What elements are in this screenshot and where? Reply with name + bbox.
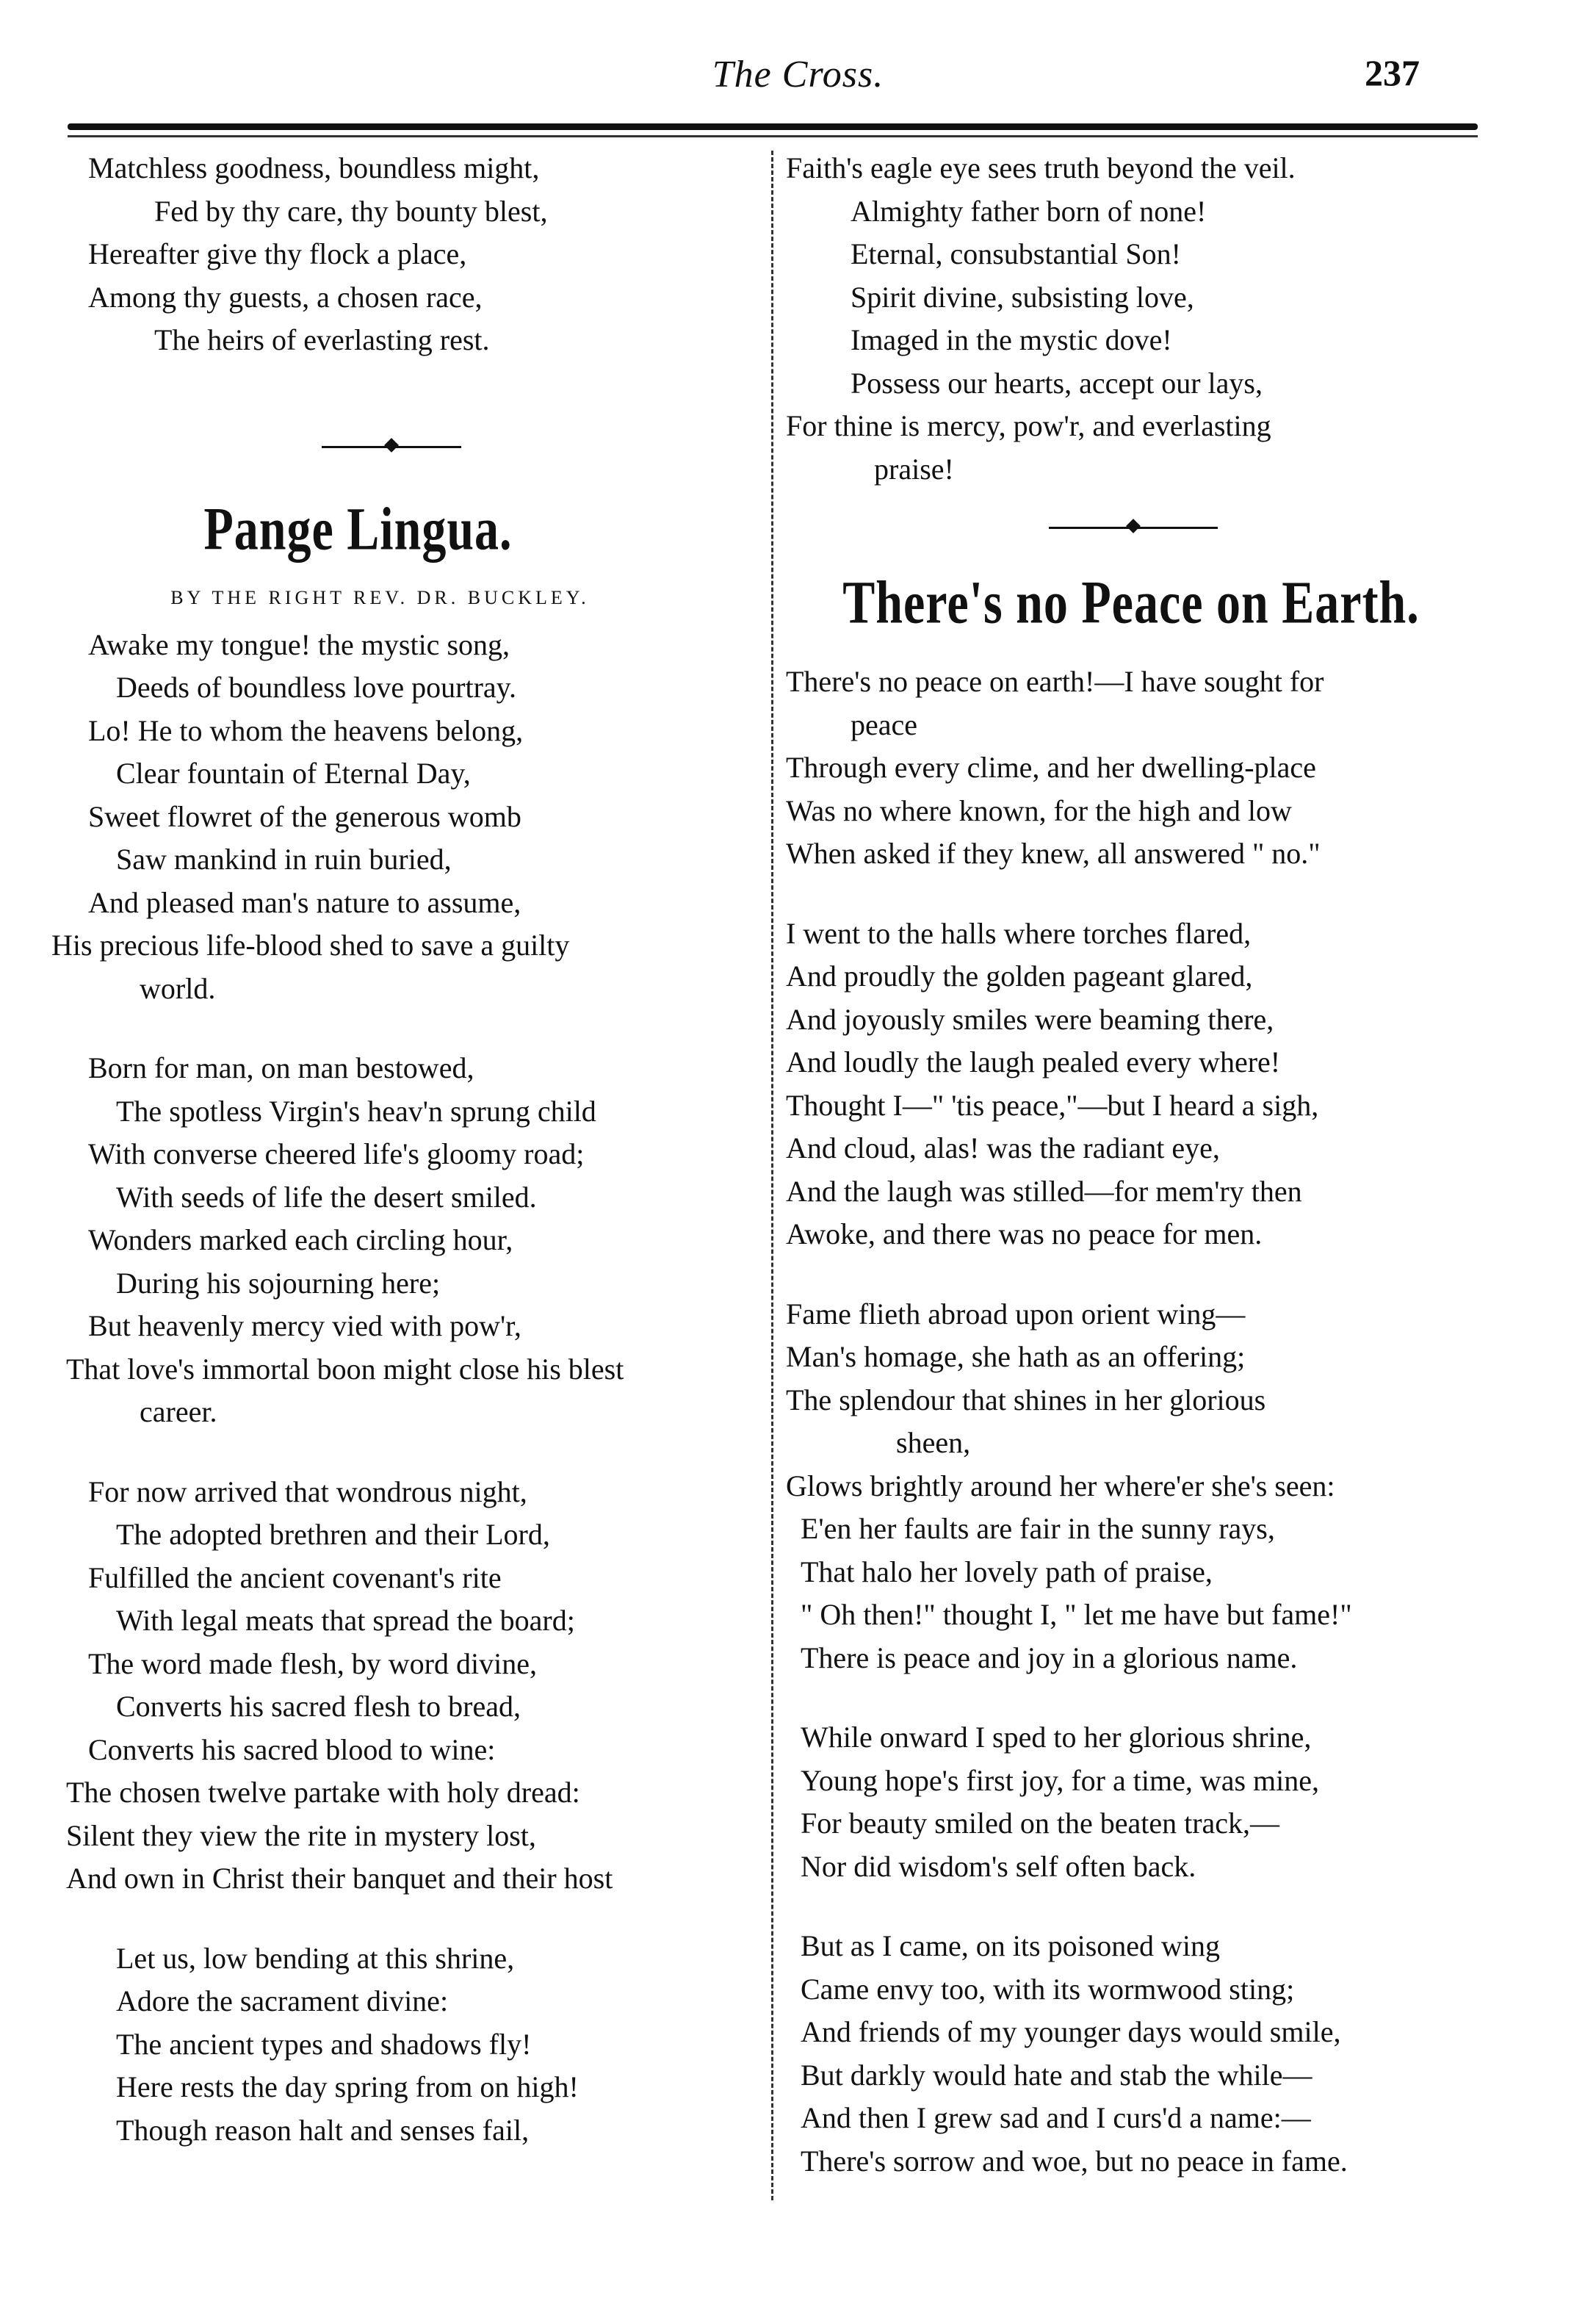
verse-line: And pleased man's nature to assume, bbox=[88, 885, 521, 919]
verse-line: Young hope's first joy, for a time, was mine, bbox=[801, 1763, 1320, 1797]
verse-line: I went to the halls where torches flared, bbox=[786, 916, 1252, 950]
verse-line: Thought I—" 'tis peace,"—but I heard a sigh, bbox=[786, 1088, 1319, 1122]
verse-line: But heavenly mercy vied with pow'r, bbox=[88, 1309, 521, 1342]
verse-line: Adore the sacrament divine: bbox=[116, 1984, 449, 2017]
verse-line: Converts his sacred blood to wine: bbox=[88, 1732, 496, 1766]
verse-line: Here rests the day spring from on high! bbox=[116, 2070, 579, 2103]
verse-line: Converts his sacred flesh to bread, bbox=[116, 1690, 521, 1723]
verse-line: Lo! He to whom the heavens belong, bbox=[88, 713, 524, 747]
verse-line: Man's homage, she hath as an offering; bbox=[786, 1340, 1246, 1373]
poem-title: Pange Lingua. bbox=[203, 495, 513, 563]
verse-line: The heirs of everlasting rest. bbox=[154, 323, 490, 356]
verse-line: Hereafter give thy flock a place, bbox=[88, 237, 467, 270]
verse-line: Glows brightly around her where'er she's seen: bbox=[786, 1469, 1335, 1502]
verse-line: Silent they view the rite in mystery lost, bbox=[66, 1818, 536, 1852]
verse-line: And loudly the laugh pealed every where! bbox=[786, 1045, 1281, 1078]
verse-line: There's sorrow and woe, but no peace in fame. bbox=[801, 2144, 1348, 2178]
verse-line: E'en her faults are fair in the sunny rays, bbox=[801, 1512, 1275, 1545]
verse-line: The adopted brethren and their Lord, bbox=[116, 1518, 550, 1551]
verse-line: When asked if they knew, all answered " no." bbox=[786, 837, 1321, 870]
header-rule bbox=[68, 123, 1478, 130]
verse-line: Though reason halt and senses fail, bbox=[116, 2113, 530, 2147]
verse-line: Awake my tongue! the mystic song, bbox=[88, 627, 510, 661]
left-column bbox=[51, 147, 768, 2152]
verse-line: career. bbox=[140, 1395, 217, 1428]
page-number: 237 bbox=[1365, 52, 1420, 93]
verse-line: Spirit divine, subsisting love, bbox=[851, 280, 1194, 314]
verse-line: And proudly the golden pageant glared, bbox=[786, 959, 1253, 993]
verse-line: Was no where known, for the high and low bbox=[786, 793, 1292, 827]
verse-line: The word made flesh, by word divine, bbox=[88, 1646, 537, 1680]
verse-line: For thine is mercy, pow'r, and everlasting bbox=[786, 409, 1271, 442]
verse-line: peace bbox=[851, 707, 918, 741]
column-divider bbox=[771, 151, 773, 2200]
verse-line: Clear fountain of Eternal Day, bbox=[116, 757, 471, 790]
verse-line: Almighty father born of none! bbox=[851, 194, 1207, 228]
verse-line: And joyously smiles were beaming there, bbox=[786, 1002, 1274, 1036]
verse-line: Possess our hearts, accept our lays, bbox=[851, 366, 1263, 400]
section-ornament bbox=[51, 432, 768, 461]
verse-line: And then I grew sad and I curs'd a name:— bbox=[801, 2101, 1311, 2134]
verse-line: world. bbox=[140, 971, 216, 1005]
verse-line: Faith's eagle eye sees truth beyond the veil. bbox=[786, 151, 1296, 184]
right-column bbox=[786, 147, 1520, 2183]
verse-line: During his sojourning here; bbox=[116, 1266, 441, 1300]
verse-line: The ancient types and shadows fly! bbox=[116, 2027, 532, 2061]
verse-line: praise! bbox=[874, 452, 954, 486]
verse-line: The spotless Virgin's heav'n sprung child bbox=[116, 1094, 596, 1128]
verse-line: Saw mankind in ruin buried, bbox=[116, 843, 452, 876]
verse-line: Awoke, and there was no peace for men. bbox=[786, 1217, 1263, 1250]
verse-line: Fulfilled the ancient covenant's rite bbox=[88, 1560, 502, 1594]
verse-line: For now arrived that wondrous night, bbox=[88, 1474, 527, 1508]
verse-line: And cloud, alas! was the radiant eye, bbox=[786, 1131, 1220, 1164]
verse-line: And friends of my younger days would smile, bbox=[801, 2015, 1341, 2048]
verse-line: Deeds of boundless love pourtray. bbox=[116, 671, 517, 704]
verse-line: His precious life-blood shed to save a guilty bbox=[51, 929, 570, 962]
verse-line: That love's immortal boon might close his blest bbox=[66, 1352, 624, 1386]
verse-line: Came envy too, with its wormwood sting; bbox=[801, 1972, 1295, 2006]
verse-line: There's no peace on earth!—I have sought for bbox=[786, 665, 1324, 698]
poem-title: There's no Peace on Earth. bbox=[842, 569, 1420, 636]
verse-line: Wonders marked each circling hour, bbox=[88, 1223, 513, 1256]
verse-line: With seeds of life the desert smiled. bbox=[116, 1180, 537, 1214]
verse-line: With legal meats that spread the board; bbox=[116, 1604, 575, 1637]
verse-line: sheen, bbox=[896, 1426, 971, 1459]
verse-line: The splendour that shines in her glorious bbox=[786, 1383, 1266, 1416]
verse-line: Fed by thy care, thy bounty blest, bbox=[154, 194, 548, 228]
verse-line: Matchless goodness, boundless might, bbox=[88, 151, 540, 184]
verse-line: " Oh then!" thought I, " let me have but fame!" bbox=[801, 1598, 1352, 1631]
verse-line: The chosen twelve partake with holy dread: bbox=[66, 1776, 580, 1809]
poem-byline: BY THE RIGHT REV. DR. BUCKLEY. bbox=[170, 586, 590, 608]
verse-line: Let us, low bending at this shrine, bbox=[116, 1941, 515, 1975]
verse-line: For beauty smiled on the beaten track,— bbox=[801, 1807, 1280, 1840]
verse-line: That halo her lovely path of praise, bbox=[801, 1555, 1213, 1588]
verse-line: There is peace and joy in a glorious name. bbox=[801, 1641, 1298, 1674]
verse-line: Born for man, on man bestowed, bbox=[88, 1051, 474, 1084]
verse-line: While onward I sped to her glorious shrine, bbox=[801, 1721, 1312, 1754]
section-ornament bbox=[786, 513, 1520, 542]
verse-line: Through every clime, and her dwelling-place bbox=[786, 751, 1316, 784]
verse-line: And the laugh was stilled—for mem'ry then bbox=[786, 1174, 1302, 1208]
header-rule-thin bbox=[68, 135, 1478, 137]
verse-line: Nor did wisdom's self often back. bbox=[801, 1849, 1196, 1883]
verse-line: Sweet flowret of the generous womb bbox=[88, 799, 521, 833]
verse-line: But as I came, on its poisoned wing bbox=[801, 1929, 1221, 1962]
verse-line: Among thy guests, a chosen race, bbox=[88, 280, 483, 314]
verse-line: And own in Christ their banquet and their host bbox=[66, 1862, 613, 1895]
verse-line: Fame flieth abroad upon orient wing— bbox=[786, 1297, 1246, 1330]
running-title: The Cross. bbox=[712, 54, 884, 96]
verse-line: But darkly would hate and stab the while— bbox=[801, 2058, 1312, 2092]
verse-line: Imaged in the mystic dove! bbox=[851, 323, 1172, 356]
verse-line: Eternal, consubstantial Son! bbox=[851, 237, 1181, 270]
verse-line: With converse cheered life's gloomy road; bbox=[88, 1137, 585, 1170]
